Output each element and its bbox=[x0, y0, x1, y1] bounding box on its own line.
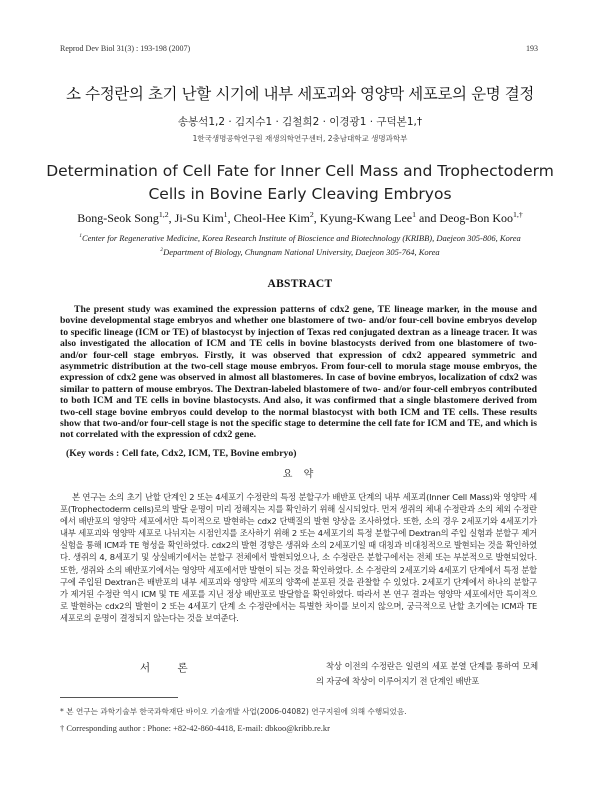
footnote-corresponding-author: † Corresponding author : Phone: +82-42-860-4418, E-mail: dbkoo@kribb.re.kr bbox=[60, 723, 330, 733]
introduction-text: 착상 이전의 수정란은 일련의 세포 분열 단계를 통하여 모체의 자궁에 착상이 이루어지기 전 단계인 배반포 bbox=[316, 661, 538, 686]
title-english bbox=[0, 160, 600, 206]
author-affiliation-mark: 1 bbox=[223, 210, 228, 219]
page-number: 193 bbox=[526, 44, 538, 53]
affiliation-korean: 1한국생명공학연구원 재생의학연구센터, 2충남대학교 생명과학부 bbox=[192, 134, 408, 143]
title-korean: 소 수정란의 초기 난할 시기에 내부 세포괴와 영양막 세포로의 운명 결정 bbox=[66, 85, 534, 103]
author-name: Bong-Seok Song bbox=[77, 211, 159, 225]
author-affiliation-mark: 1,2 bbox=[158, 210, 169, 219]
footnote-divider bbox=[60, 697, 178, 698]
author-name: Deog-Bon Koo bbox=[439, 211, 514, 225]
abstract-heading: ABSTRACT bbox=[267, 278, 333, 290]
author-name: Cheol-Hee Kim bbox=[233, 211, 310, 225]
author-separator: , bbox=[313, 211, 320, 225]
affiliation-text: Department of Biology, Chungnam National University, Daejeon 305-764, Korea bbox=[163, 247, 440, 257]
affiliation-mark: 1 bbox=[79, 233, 82, 240]
affiliation-text: Center for Regenerative Medicine, Korea Research Institute of Bioscience and Biotechnology (KRIBB), Daejeon 305-806, Korea bbox=[81, 233, 521, 243]
author-separator: , bbox=[227, 211, 234, 225]
footnote-funding: * 본 연구는 과학기술부 한국과학재단 바이오 기술개발 사업(2006-04082) 연구지원에 의해 수행되었음. bbox=[60, 707, 407, 716]
author-affiliation-mark: 1,† bbox=[513, 210, 523, 219]
author-separator: and bbox=[416, 211, 440, 225]
authors-english bbox=[0, 211, 600, 226]
author-name: Kyung-Kwang Lee bbox=[319, 211, 413, 225]
affiliation-english-1 bbox=[0, 233, 600, 243]
affiliation-english-2 bbox=[0, 247, 600, 257]
author-separator: , bbox=[168, 211, 175, 225]
running-header-journal: Reprod Dev Biol 31(3) : 193-198 (2007) bbox=[60, 44, 191, 53]
title-english-line-1: Determination of Cell Fate for Inner Cell Mass and Trophectoderm bbox=[46, 162, 554, 180]
summary-korean: 본 연구는 소의 초기 난할 단계인 2 또는 4세포기 수정란의 특정 분할구가 배반포 단계의 내부 세포괴(Inner Cell Mass)와 영양막 세포(Trophectoderm cells)로의 발달 운명이 미리 정해지는 지를 확인하기 위해 실시되었다. 먼저 생쥐의 체내 수정란과 소의 체외 수정란에서 배반포의 영양막 세포에서만 특이적으로 발현하는 cdx2 단백질의 발현 양상을 조사하였다. 또한, 소의 경우 2세포기와 4세포기가 내부 세포괴와 영양막 세포로 나뉘지는 시점인지를 조사하기 위해 2 또는 4세포기의 특정 분할구에 Dextran의 주입 실험과 분할구 제거 실험을 통해 ICM과 TE 형성을 확인하였다. cdx2의 발현 경향은 생쥐와 소의 2세포기일 때 대칭과 비대칭적으로 발현되는 것을 확인하였다. 생쥐의 4, 8세포기 및 상실배기에서는 분할구 전체에서 발현되었으나, 소 수정란은 분할구에서는 전체 또는 부분적으로 발현되었다. 또한, 생쥐와 소의 배반포기에서는 영양막 세포에서만 발현이 되는 것을 확인하였다. 소 수정란의 2세포기와 4세포기 단계에서 특정 분할구에 주입된 Dextran은 배반포의 내부 세포괴와 영양막 세포의 양쪽에 분포된 것을 관찰할 수 있었다. 2세포기 단계에서 하나의 분할구가 제거된 수정란 역시 ICM 및 TE 세포를 지닌 정상 배반포로 발달함을 확인하였다. 따라서 본 연구 결과는 영양막 세포에서만 특이적으로 발현하는 cdx2의 발현이 2 또는 4세포기 단계 소 수정란에서는 특별한 차이를 보이지 않으며, 궁극적으로 난할 초기에는 ICM과 TE 세포로의 운명이 결정되지 않는다는 것을 보여준다. bbox=[60, 492, 537, 623]
title-english-line-2: Cells in Bovine Early Cleaving Embryos bbox=[148, 185, 452, 203]
keywords: (Key words : Cell fate, Cdx2, ICM, TE, Bovine embryo) bbox=[66, 448, 297, 459]
author-affiliation-mark: 2 bbox=[309, 210, 314, 219]
summary-heading-korean: 요 약 bbox=[282, 469, 318, 480]
author-name: Ji-Su Kim bbox=[174, 211, 224, 225]
abstract-text: The present study was examined the expression patterns of cdx2 gene, TE lineage marker, in the mouse and bovine developmental stage embryos and whether one blastomere of two- and/or four-cell bovine embryos develop to specific lineage (ICM or TE) of blastocyst by injection of Texas red conjugated dextran as a lineage tracer. It was also investigated the allocation of ICM and TE cells in bovine blastocysts derived from one blastomere of two- and/or four-cell stage embryos. Firstly, it was observed that expression of cdx2 appeared symmetric and asymmetric distribution at the two-cell stage mouse embryos. From four-cell to morula stage mouse embryos, the expression of cdx2 gene was observed in almost all blastomeres. In case of bovine embryos, localization of cdx2 was similar to pattern of mouse embryos. The Dextran-labeled blastomere of two- and/or four-cell embryos contributed to both ICM and TE cells in bovine blastocysts. And also, it was confirmed that a single blastomere derived from two-cell stage bovine embryos could develop to the normal blastocyst with both ICM and TE cells. These results show that two-and/or four-cell stage is not the specific stage to determine the cell fate for ICM and TE, and which is not correlated with the expression of cdx2 gene. bbox=[60, 304, 537, 441]
author-affiliation-mark: 1 bbox=[412, 210, 417, 219]
affiliation-mark: 2 bbox=[160, 247, 164, 254]
authors-korean: 송봉석1,2 · 김지수1 · 김철희2 · 이경광1 · 구덕본1,† bbox=[177, 116, 423, 128]
introduction-heading: 서 론 bbox=[140, 662, 200, 674]
